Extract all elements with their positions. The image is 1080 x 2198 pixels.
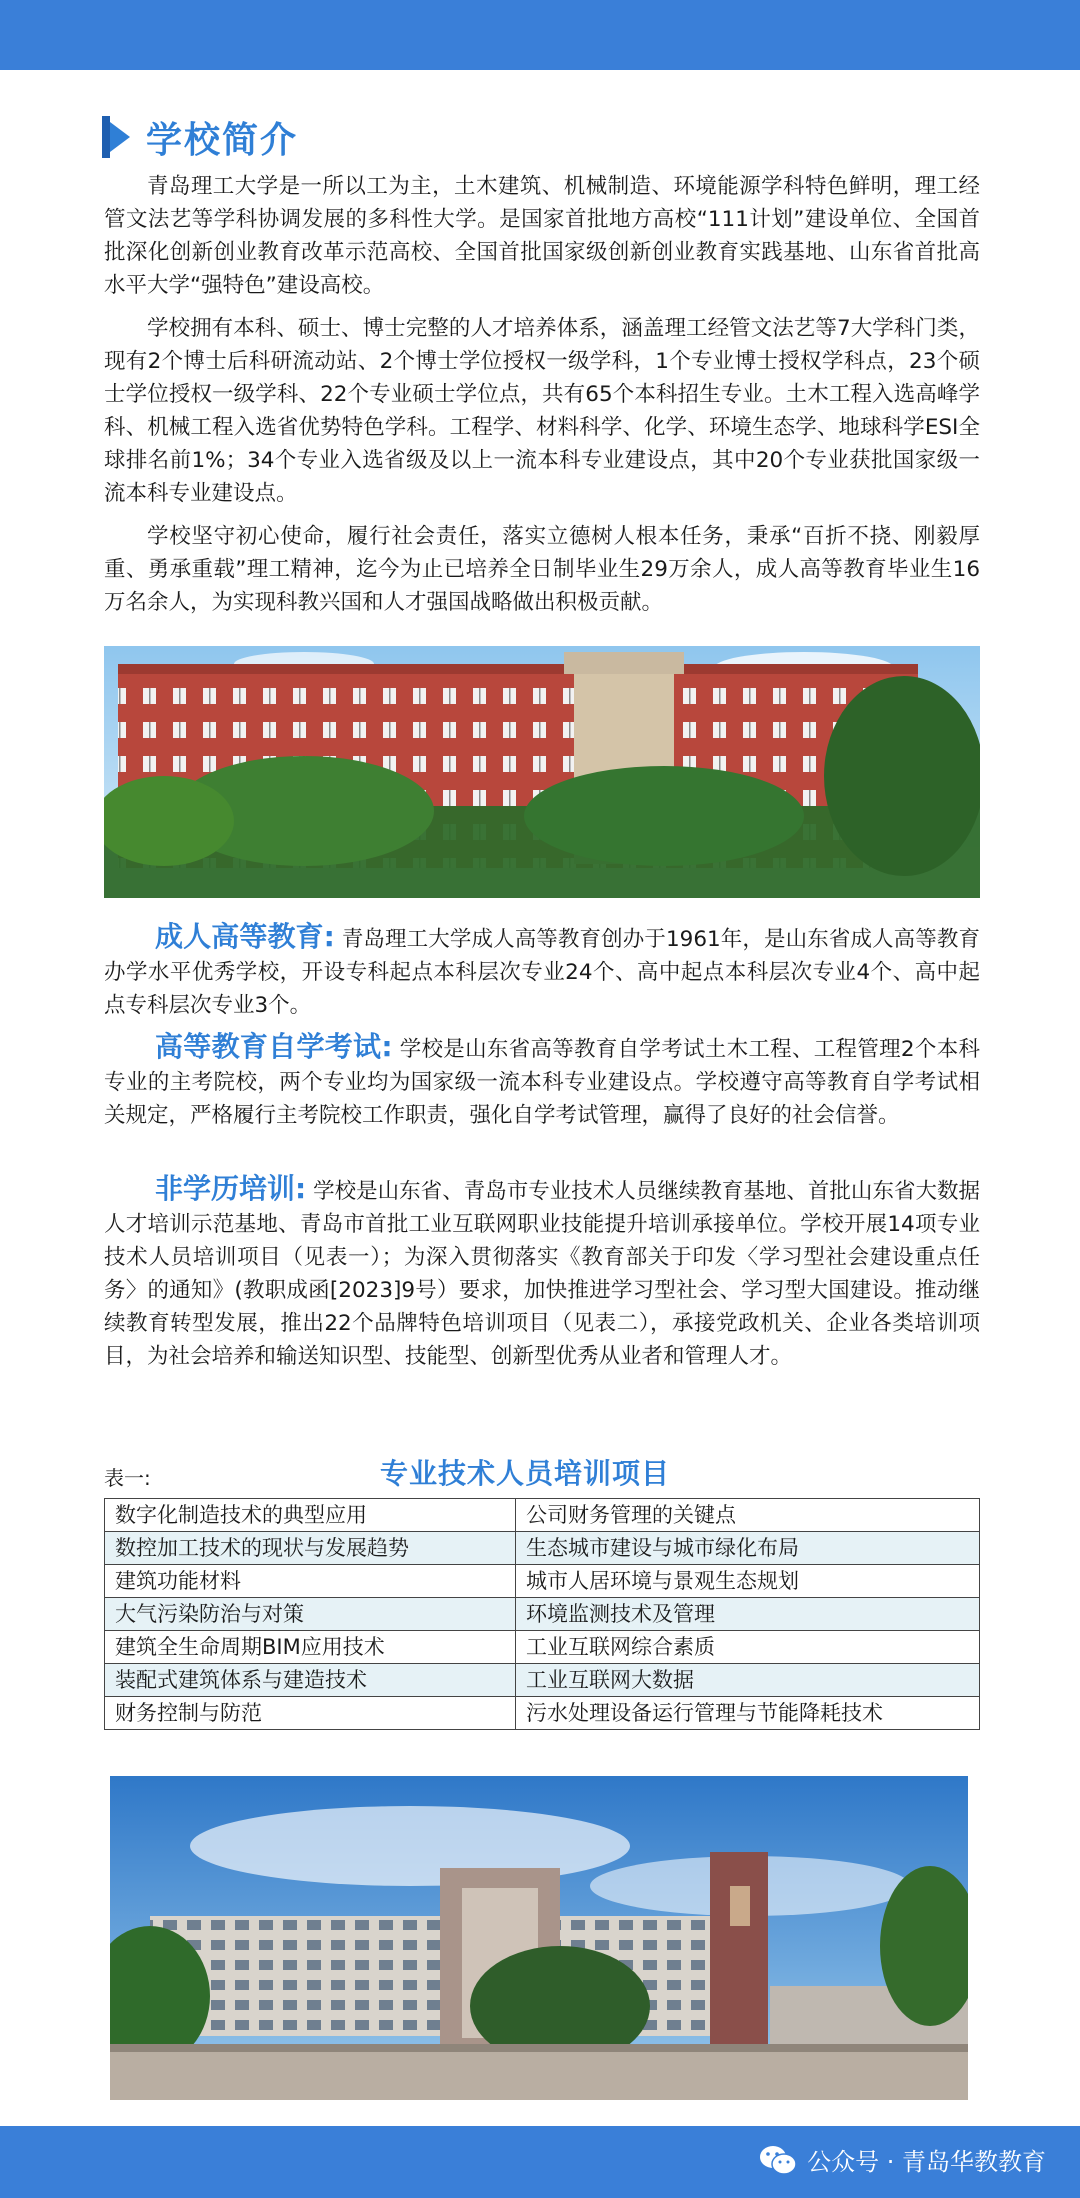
footer-text: 公众号 · 青岛华教教育 [807, 2148, 1046, 2176]
table-row [105, 1631, 980, 1664]
table-cell: 生态城市建设与城市绿化布局 [516, 1532, 980, 1565]
table-row [105, 1565, 980, 1598]
table-row [105, 1499, 980, 1532]
non-degree-title: 非学历培训: [155, 1172, 307, 1205]
table-cell: 装配式建筑体系与建造技术 [105, 1664, 516, 1697]
table-row [105, 1664, 980, 1697]
non-degree-paragraph [104, 1172, 980, 1373]
table-cell: 财务控制与防范 [105, 1697, 516, 1730]
self-exam-paragraph [104, 1030, 980, 1132]
table-row [105, 1598, 980, 1631]
section-header [102, 112, 298, 162]
training-projects-table [104, 1498, 980, 1730]
campus-building-photo [104, 646, 980, 898]
table-cell: 数控加工技术的现状与发展趋势 [105, 1532, 516, 1565]
table-cell: 大气污染防治与对策 [105, 1598, 516, 1631]
table-cell: 污水处理设备运行管理与节能降耗技术 [516, 1697, 980, 1730]
table-cell: 工业互联网大数据 [516, 1664, 980, 1697]
wechat-icon [759, 2144, 797, 2176]
adult-education-title: 成人高等教育: [155, 920, 335, 953]
top-band [0, 0, 1080, 70]
intro-paragraph-2: 学校拥有本科、硕士、博士完整的人才培养体系，涵盖理工经管文法艺等7大学科门类，现有2个博士后科研流动站、2个博士学位授权一级学科，1个专业博士授权学科点，23个硕士学位授权一级学科、22个专业硕士学位点，共有65个本科招生专业。土木工程入选高峰学科、机械工程入选省优势特色学科。工程学、材料科学、化学、环境生态学、地球科学ESI全球排名前1%；34个专业入选省级及以上一流本科专业建设点，其中20个专业获批国家级一流本科专业建设点。 [104, 316, 980, 506]
self-exam-title: 高等教育自学考试: [155, 1030, 393, 1063]
adult-education-text: 青岛理工大学成人高等教育创办于1961年，是山东省成人高等教育办学水平优秀学校，开设专科起点本科层次专业24个、高中起点本科层次专业4个、高中起点专科层次专业3个。 [104, 927, 980, 1018]
table-label: 表一: [104, 1466, 151, 1490]
table-row [105, 1697, 980, 1730]
table-cell: 工业互联网综合素质 [516, 1631, 980, 1664]
adult-education-paragraph [104, 920, 980, 1022]
footer [759, 2142, 1046, 2177]
table-cell: 城市人居环境与景观生态规划 [516, 1565, 980, 1598]
table-cell: 环境监测技术及管理 [516, 1598, 980, 1631]
play-triangle-icon [102, 116, 130, 158]
table-cell: 建筑全生命周期BIM应用技术 [105, 1631, 516, 1664]
section-title: 学校简介 [146, 119, 299, 161]
table-title: 专业技术人员培训项目 [380, 1457, 671, 1490]
table-row [105, 1532, 980, 1565]
table-cell: 数字化制造技术的典型应用 [105, 1499, 516, 1532]
intro-paragraph-3: 学校坚守初心使命，履行社会责任，落实立德树人根本任务，秉承“百折不挠、刚毅厚重、勇承重载”理工精神，迄今为止已培养全日制毕业生29万余人，成人高等教育毕业生16万名余人，为实现科教兴国和人才强国战略做出积极贡献。 [104, 524, 980, 615]
self-exam-text: 学校是山东省高等教育自学考试土木工程、工程管理2个本科专业的主考院校，两个专业均为国家级一流本科专业建设点。学校遵守高等教育自学考试相关规定，严格履行主考院校工作职责，强化自学考试管理，赢得了良好的社会信誉。 [104, 1037, 980, 1128]
table-cell: 公司财务管理的关键点 [516, 1499, 980, 1532]
non-degree-text: 学校是山东省、青岛市专业技术人员继续教育基地、首批山东省大数据人才培训示范基地、青岛市首批工业互联网职业技能提升培训承接单位。学校开展14项专业技术人员培训项目（见表一）；为深入贯彻落实《教育部关于印发〈学习型社会建设重点任务〉的通知》(教职成函[2023]9号）要求，加快推进学习型社会、学习型大国建设。推动继续教育转型发展，推出22个品牌特色培训项目（见表二），承接党政机关、企业各类培训项目，为社会培养和输送知识型、技能型、创新型优秀从业者和管理人才。 [104, 1179, 980, 1369]
table-cell: 建筑功能材料 [105, 1565, 516, 1598]
intro-paragraph-1: 青岛理工大学是一所以工为主，土木建筑、机械制造、环境能源学科特色鲜明，理工经管文法艺等学科协调发展的多科性大学。是国家首批地方高校“111计划”建设单位、全国首批深化创新创业教育改革示范高校、全国首批国家级创新创业教育实践基地、山东省首批高水平大学“强特色”建设高校。 [104, 174, 980, 298]
campus-gate-photo [110, 1776, 968, 2100]
